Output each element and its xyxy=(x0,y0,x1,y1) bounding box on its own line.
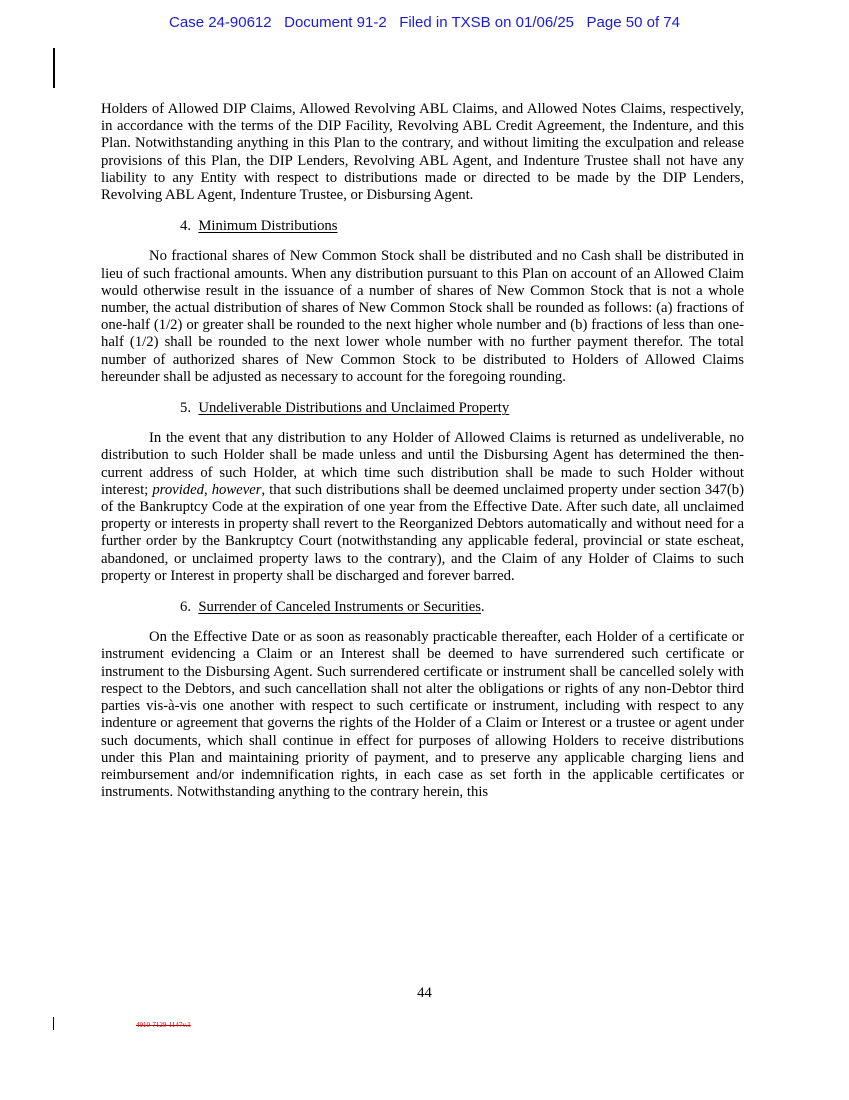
heading-minimum-distributions xyxy=(101,218,744,235)
page-number: 44 xyxy=(417,985,432,1001)
filed-info: Filed in TXSB on 01/06/25 xyxy=(399,14,575,31)
heading-number: 6. xyxy=(180,599,192,616)
change-bar-top xyxy=(53,48,55,88)
paragraph-text: , that such distributions shall be deemed unclaimed property under section 347(b) of the Bankruptcy Code at the expiration of one year from the Effective Date. After such date, all unclaimed property or interests in property shall revert to the Reorganized Debtors automatically and without need for a further order by the Bankruptcy Court (notwithstanding any applicable federal, provincial or state escheat, abandoned, or unclaimed property laws to the contrary), and the Claim of any Holder of Claims to such property or Interest in property shall be discharged and forever barred. xyxy=(101,481,745,584)
case-number: Case 24-90612 xyxy=(169,14,272,31)
heading-number: 5. xyxy=(180,400,192,417)
heading-surrender-instruments xyxy=(101,599,744,616)
heading-period: . xyxy=(481,599,485,616)
heading-title: Undeliverable Distributions and Unclaimed Property xyxy=(198,400,510,417)
heading-title: Minimum Distributions xyxy=(198,218,338,235)
page-info: Page 50 of 74 xyxy=(586,14,680,31)
paragraph-text: , xyxy=(204,481,212,498)
heading-undeliverable-distributions xyxy=(101,400,744,417)
minimum-distributions-paragraph: No fractional shares of New Common Stock shall be distributed and no Cash shall be distributed in lieu of such fractional amounts. When any distribution pursuant to this Plan on account of an Allowed Claim would otherwise result in the issuance of a number of shares of New Common Stock that is not a whole number, the actual distribution of shares of New Common Stock shall be rounded as follows: (a) fractions of one-half (1/2) or greater shall be rounded to the next higher whole number and (b) fractions of less than one-half (1/2) shall be rounded to the next lower whole number with no further payment therefor. The total number of authorized shares of New Common Stock to be distributed to Holders of Allowed Claims hereunder shall be adjusted as necessary to account for the foregoing rounding. xyxy=(101,248,744,385)
italic-provided: provided xyxy=(152,481,204,498)
undeliverable-paragraph xyxy=(101,430,744,585)
document-code: 4910-7129-1147v.1 xyxy=(136,1021,191,1029)
intro-paragraph: Holders of Allowed DIP Claims, Allowed Revolving ABL Claims, and Allowed Notes Claims, respectively, in accordance with the terms of the DIP Facility, Revolving ABL Credit Agreement, the Indenture, and this Plan. Notwithstanding anything in this Plan to the contrary, and without limiting the exculpation and release provisions of this Plan, the DIP Lenders, Revolving ABL Agent, and Indenture Trustee shall not have any liability to any Entity with respect to distributions made or directed to be made by the DIP Lenders, Revolving ABL Agent, Indenture Trustee, or Disbursing Agent. xyxy=(101,101,744,204)
paragraph-text: In the event that any distribution to any Holder of Allowed Claims is returned as undeliverable, no distribution to such Holder shall be made unless and until the Disbursing Agent has determined the then-current address of such Holder, at which time such distribution shall be made to such Holder without interest; xyxy=(101,430,744,498)
document-number: Document 91-2 xyxy=(284,14,387,31)
italic-however: however xyxy=(211,481,262,498)
surrender-paragraph: On the Effective Date or as soon as reasonably practicable thereafter, each Holder of a certificate or instrument evidencing a Claim or an Interest shall be deemed to have surrendered such certificate or instrument to the Disbursing Agent. Such surrendered certificate or instrument shall be cancelled solely with respect to the Debtors, and such cancellation shall not alter the obligations or rights of any non-Debtor third parties vis-à-vis one another with respect to such certificate or instrument, including with respect to any indenture or agreement that governs the rights of the Holder of a Claim or Interest or a trustee or agent under such documents, which shall continue in effect for purposes of allowing Holders to receive distributions under this Plan and maintaining priority of payment, and to preserve any applicable charging liens and reimbursement and/or indemnification rights, in each case as set forth in the applicable certificates or instruments. Notwithstanding anything to the contrary herein, this xyxy=(101,629,744,801)
case-header xyxy=(0,14,849,31)
heading-number: 4. xyxy=(180,218,192,235)
heading-title: Surrender of Canceled Instruments or Securities xyxy=(198,599,482,616)
document-body xyxy=(101,101,744,801)
change-bar-bottom xyxy=(53,1017,54,1030)
